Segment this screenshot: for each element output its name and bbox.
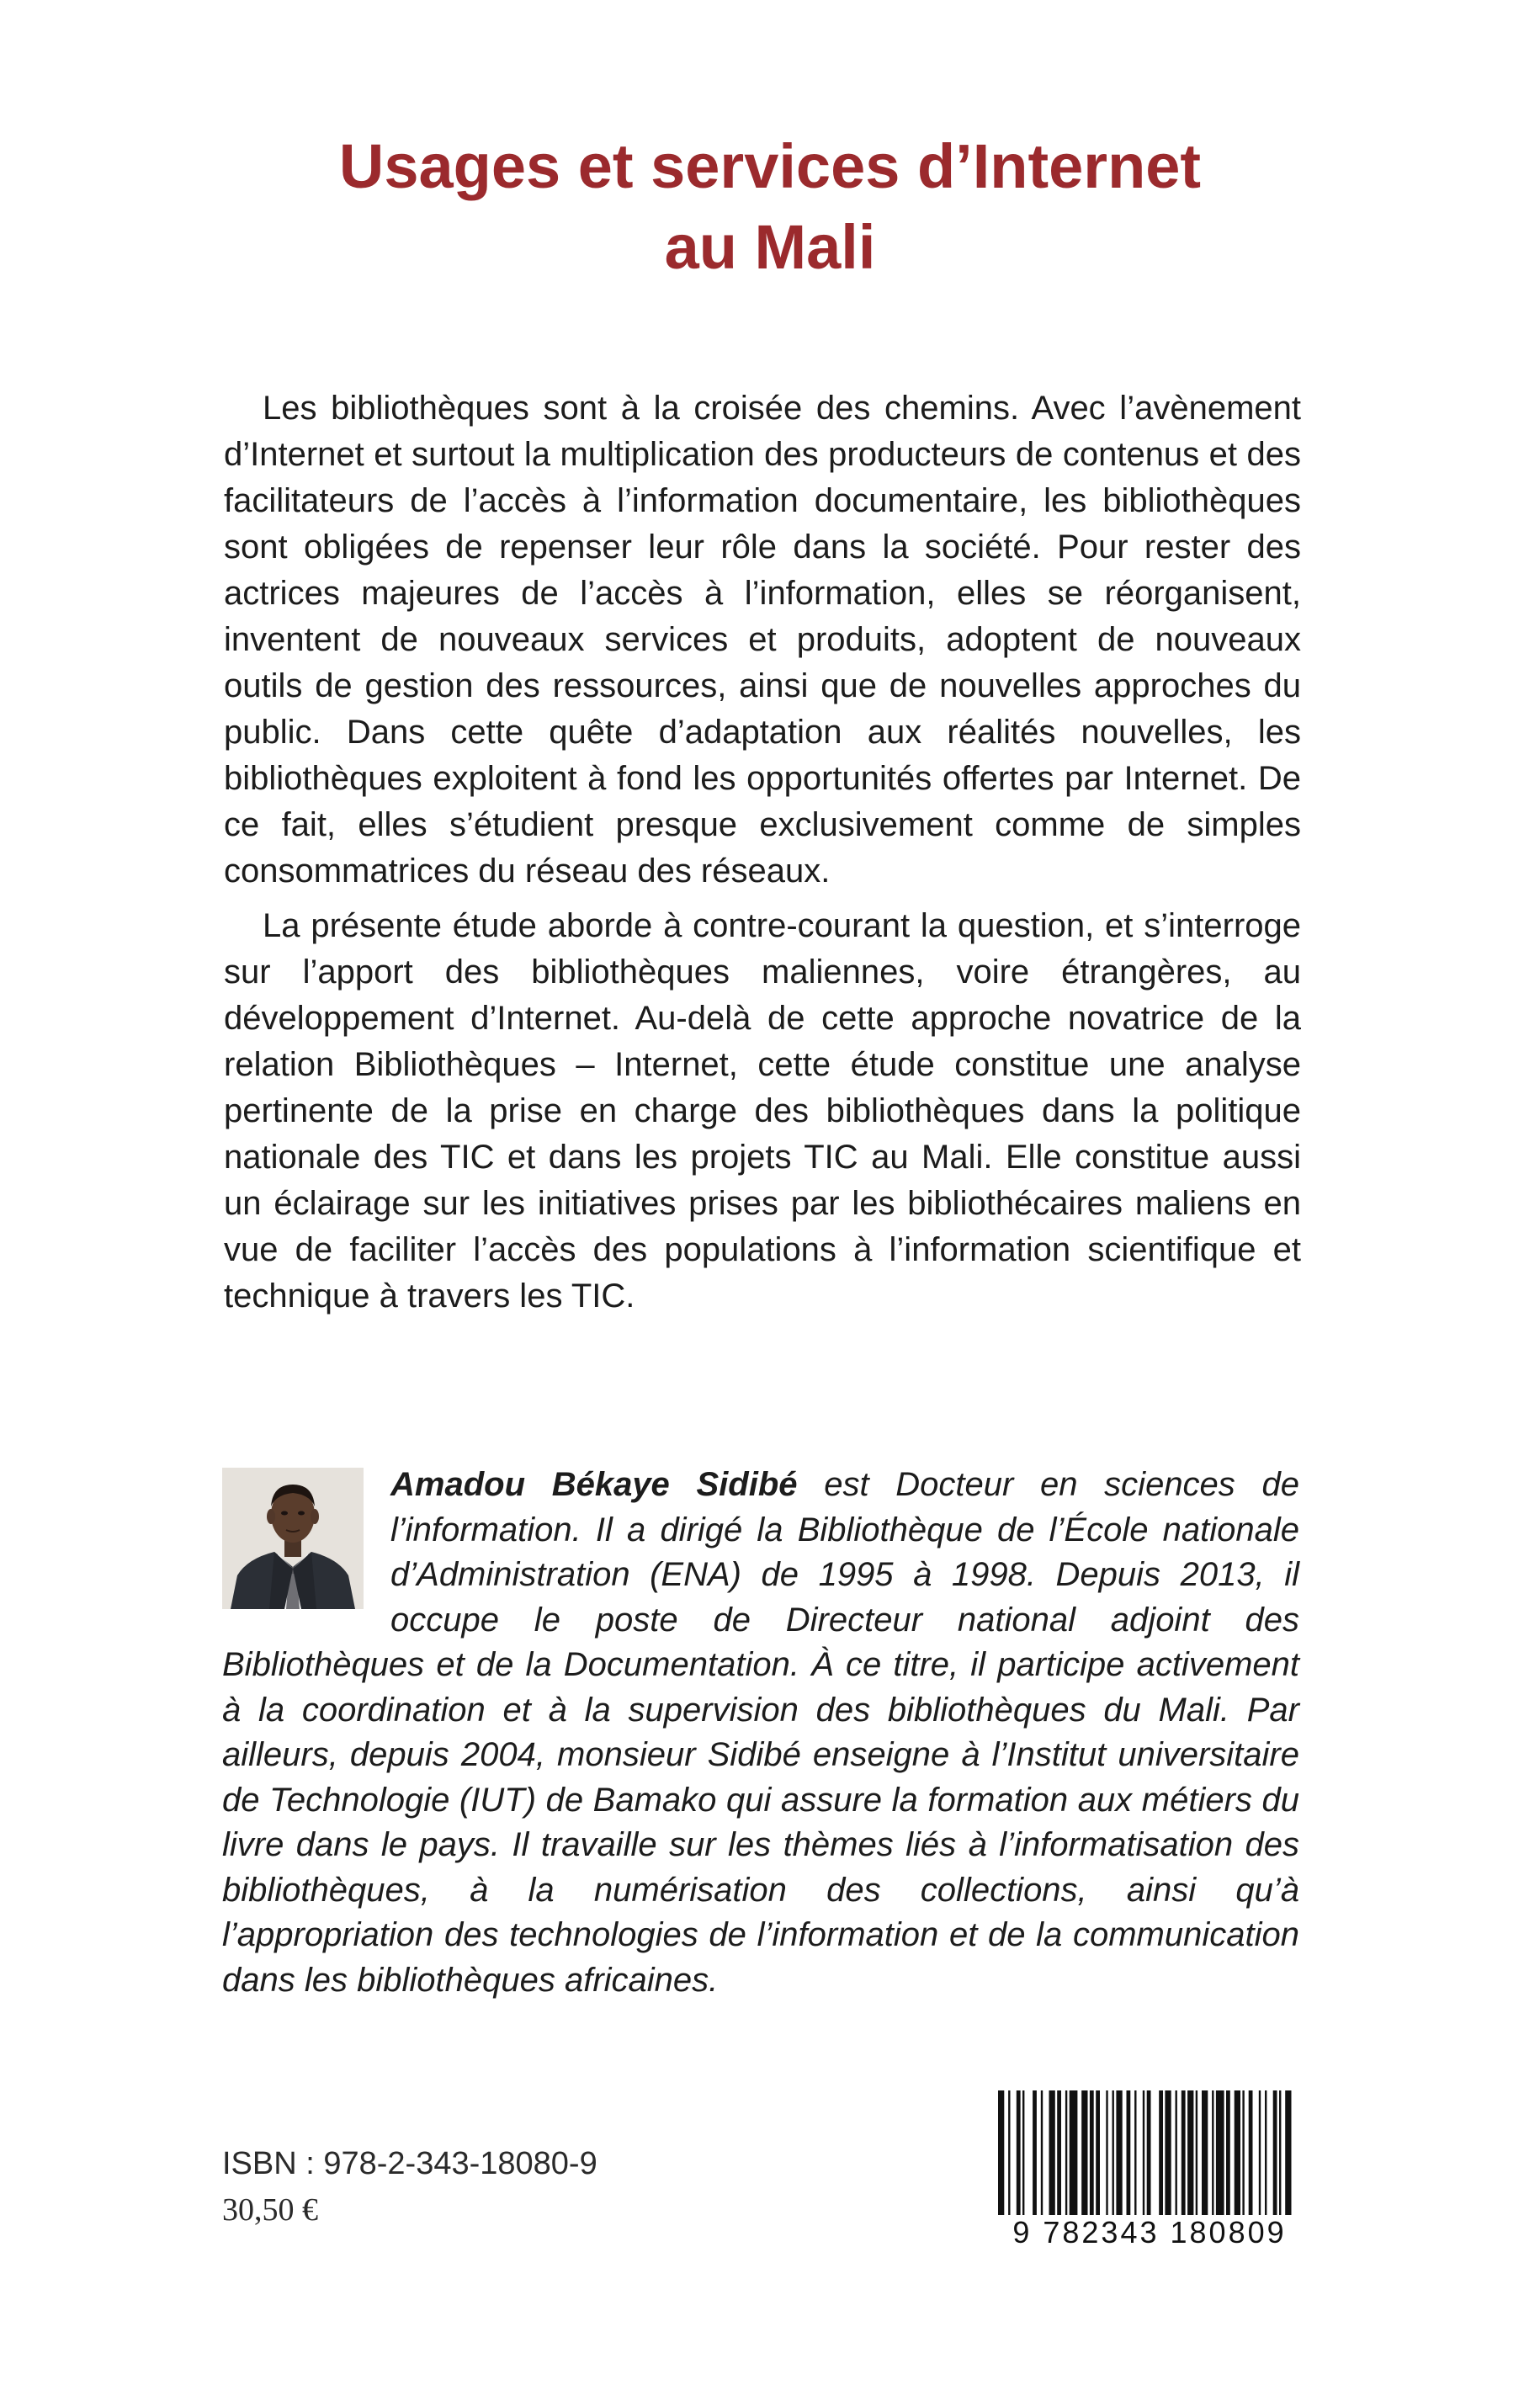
barcode-bar bbox=[1242, 2090, 1244, 2217]
barcode-bar bbox=[1065, 2090, 1067, 2217]
book-title bbox=[0, 126, 1540, 288]
barcode-bar bbox=[1081, 2090, 1087, 2217]
barcode-bar bbox=[1106, 2090, 1107, 2217]
barcode-bar bbox=[1176, 2090, 1177, 2217]
barcode-bar bbox=[1090, 2090, 1094, 2217]
barcode-bar bbox=[1212, 2090, 1213, 2217]
barcode-bar bbox=[1041, 2090, 1043, 2217]
barcode-bar bbox=[1235, 2090, 1240, 2217]
barcode-bar bbox=[1143, 2090, 1144, 2217]
barcode-bar bbox=[1265, 2090, 1267, 2217]
barcode-bar bbox=[1216, 2090, 1224, 2217]
barcode-bar bbox=[1049, 2090, 1055, 2217]
barcode-bar bbox=[1134, 2090, 1136, 2217]
photo-spacer bbox=[222, 1463, 390, 1643]
barcode-bar bbox=[1159, 2090, 1163, 2217]
author-bio-text: est Docteur en sciences de l’information. Il a dirigé la Bibliothèque de l’École nationale d’Administration (ENA) de 1995 à 1998. Depuis 2013, il occupe le poste de Directeur national adjoint des Bibliothèques et de la Documentation. À ce titre, il participe activement à la coordination et à la supervision des bibliothèques du Mali. Par ailleurs, depuis 2004, monsieur Sidibé enseigne à l’Institut universitaire de Technologie (IUT) de Bamako qui assure la formation aux métiers du livre dans le pays. Il travaille sur les thèmes liés à l’informatisation des bibliothèques, à la numérisation des collections, ainsi qu’à l’appropriation des technologies de l’information et de la communication dans les bibliothèques africaines. bbox=[222, 1466, 1299, 1999]
summary-paragraph-1: Les bibliothèques sont à la croisée des chemins. Avec l’avènement d’Internet et surtout la multiplication des producteurs de contenus et des facilitateurs de l’accès à l’information documentaire, les bibliothèques sont obligées de repenser leur rôle dans la société. Pour rester des actrices majeures de l’accès à l’information, elles se réorganisent, inventent de nouveaux services et produits, adoptent de nouveaux outils de gestion des ressources, ainsi que de nouvelles approches du public. Dans cette quête d’adaptation aux réalités nouvelles, les bibliothèques exploitent à fond les opportunités offertes par Internet. De ce fait, elles s’étudient presque exclusivement comme de simples consommatrices du réseau des réseaux. bbox=[224, 390, 1301, 890]
barcode-bar bbox=[1202, 2090, 1208, 2217]
barcode-bar bbox=[1033, 2090, 1037, 2217]
barcode-bar bbox=[1022, 2090, 1024, 2217]
barcode-bar bbox=[1017, 2090, 1021, 2217]
barcode-bar bbox=[1259, 2090, 1261, 2217]
title-line-1: Usages et services d’Internet bbox=[338, 131, 1202, 201]
barcode-bar bbox=[1187, 2090, 1193, 2217]
barcode-bar bbox=[1182, 2090, 1186, 2217]
barcode-bar bbox=[1279, 2090, 1281, 2217]
barcode-bar bbox=[1057, 2090, 1061, 2217]
barcode-bar bbox=[1196, 2090, 1197, 2217]
book-summary bbox=[224, 385, 1301, 1328]
barcode-digits: 9 782343 180809 bbox=[995, 2215, 1304, 2250]
barcode-bar bbox=[1096, 2090, 1100, 2217]
barcode-bar bbox=[1165, 2090, 1171, 2217]
isbn-number: ISBN : 978-2-343-18080-9 bbox=[222, 2146, 597, 2181]
barcode-bar bbox=[1249, 2090, 1253, 2217]
summary-paragraph-2: La présente étude aborde à contre-courant la question, et s’interroge sur l’apport des bibliothèques maliennes, voire étrangères, au développement d’Internet. Au-delà de cette approche novatrice de la relation Bibliothèques – Internet, cette étude constitue une analyse pertinente de la prise en charge des bibliothèques dans la politique nationale des TIC et dans les projets TIC au Mali. Elle constitue aussi un éclairage sur les initiatives prises par les bibliothécaires maliens en vue de faciliter l’accès des populations à l’information scientifique et technique à travers les TIC. bbox=[224, 907, 1301, 1315]
barcode-bar bbox=[1116, 2090, 1122, 2217]
price: 30,50 € bbox=[222, 2192, 318, 2228]
barcode-bar bbox=[1113, 2090, 1114, 2217]
barcode-bar bbox=[1226, 2090, 1230, 2217]
title-line-2: au Mali bbox=[664, 212, 876, 282]
author-bio bbox=[222, 1463, 1299, 2003]
barcode-bar bbox=[1127, 2090, 1131, 2217]
barcode-bar bbox=[1070, 2090, 1078, 2217]
author-name: Amadou Békaye Sidibé bbox=[390, 1466, 798, 1503]
barcode-bar bbox=[1273, 2090, 1277, 2217]
